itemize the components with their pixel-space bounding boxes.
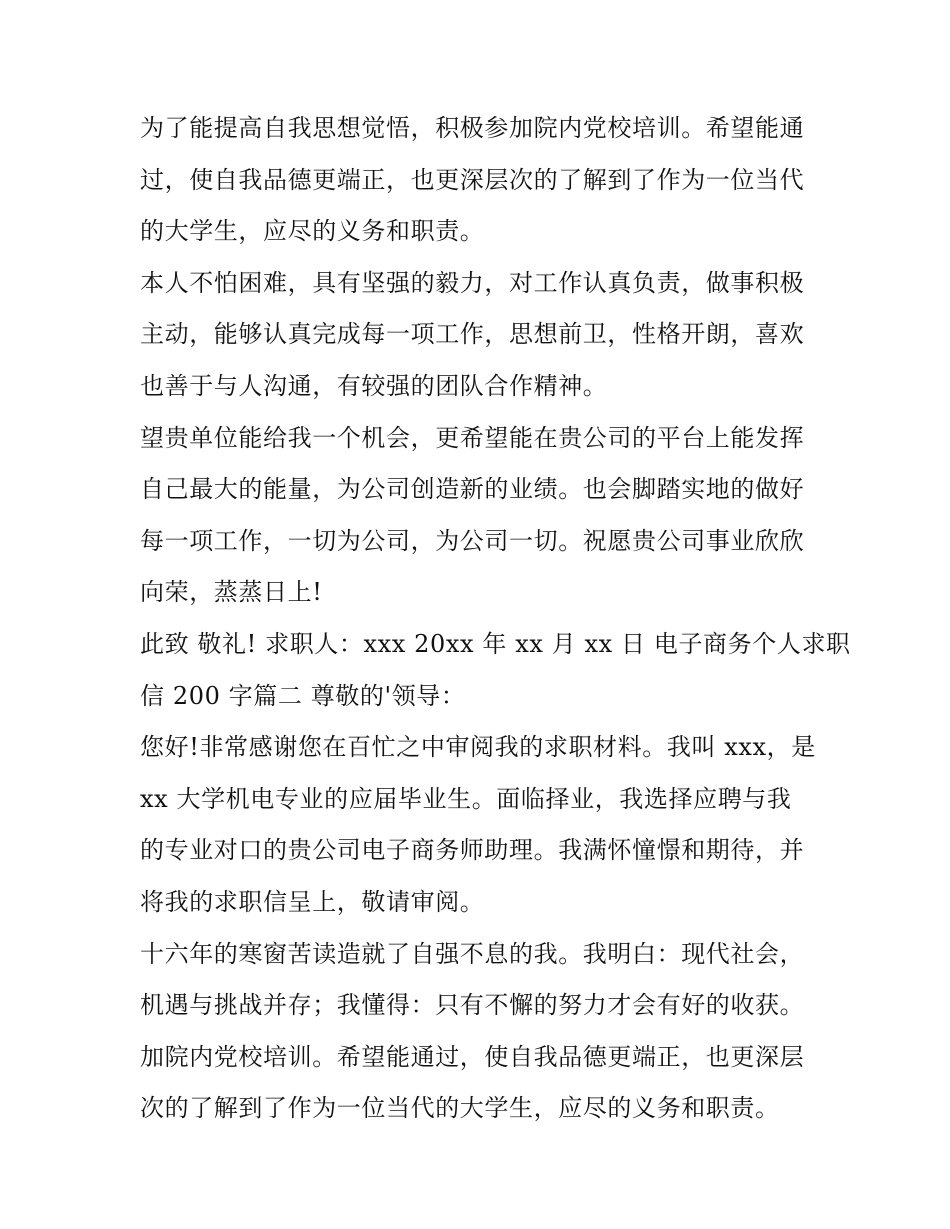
paragraph — [140, 722, 820, 928]
text-line: xx 大学机电专业的应届毕业生。面临择业，我选择应聘与我 — [140, 784, 792, 813]
text-line: 本人不怕困难，具有坚强的毅力，对工作认真负责，做事积极 — [140, 268, 805, 297]
text-line: 过，使自我品德更端正，也更深层次的了解到了作为一位当代 — [140, 165, 805, 194]
text-line: 主动，能够认真完成每一项工作，思想前卫，性格开朗，喜欢 — [140, 320, 805, 349]
text-line: 信 200 字篇二 尊敬的'领导： — [140, 681, 466, 710]
text-line: 机遇与挑战并存；我懂得：只有不懈的努力才会有好的收获。 — [140, 991, 805, 1020]
text-line: 加院内党校培训。希望能通过，使自我品德更端正，也更深层 — [140, 1042, 805, 1071]
text-line: 十六年的寒窗苦读造就了自强不息的我。我明白：现代社会， — [140, 939, 805, 968]
paragraph — [140, 103, 820, 258]
text-line: 每一项工作，一切为公司，为公司一切。祝愿贵公司事业欣欣 — [140, 526, 805, 555]
paragraph — [140, 413, 820, 619]
paragraph — [140, 619, 851, 722]
text-line: 的大学生，应尽的义务和职责。 — [140, 217, 485, 246]
text-line: 将我的求职信呈上，敬请审阅。 — [140, 887, 485, 916]
text-line: 向荣，蒸蒸日上! — [140, 578, 323, 607]
text-line: 望贵单位能给我一个机会，更希望能在贵公司的平台上能发挥 — [140, 423, 805, 452]
document-body — [140, 103, 851, 1135]
paragraph — [140, 929, 820, 1135]
text-line: 为了能提高自我思想觉悟，积极参加院内党校培训。希望能通 — [140, 114, 805, 142]
text-line: 此致 敬礼! 求职人：xxx 20xx 年 xx 月 xx 日 电子商务个人求职 — [140, 629, 851, 658]
text-line: 次的了解到了作为一位当代的大学生，应尽的义务和职责。 — [140, 1094, 780, 1123]
text-line: 您好!非常感谢您在百忙之中审阅我的求职材料。我叫 xxx，是 — [140, 733, 816, 762]
text-line: 的专业对口的贵公司电子商务师助理。我满怀憧憬和期待，并 — [140, 836, 805, 865]
text-line: 自己最大的能量，为公司创造新的业绩。也会脚踏实地的做好 — [140, 475, 805, 504]
paragraph — [140, 258, 820, 413]
text-line: 也善于与人沟通，有较强的团队合作精神。 — [140, 371, 608, 400]
